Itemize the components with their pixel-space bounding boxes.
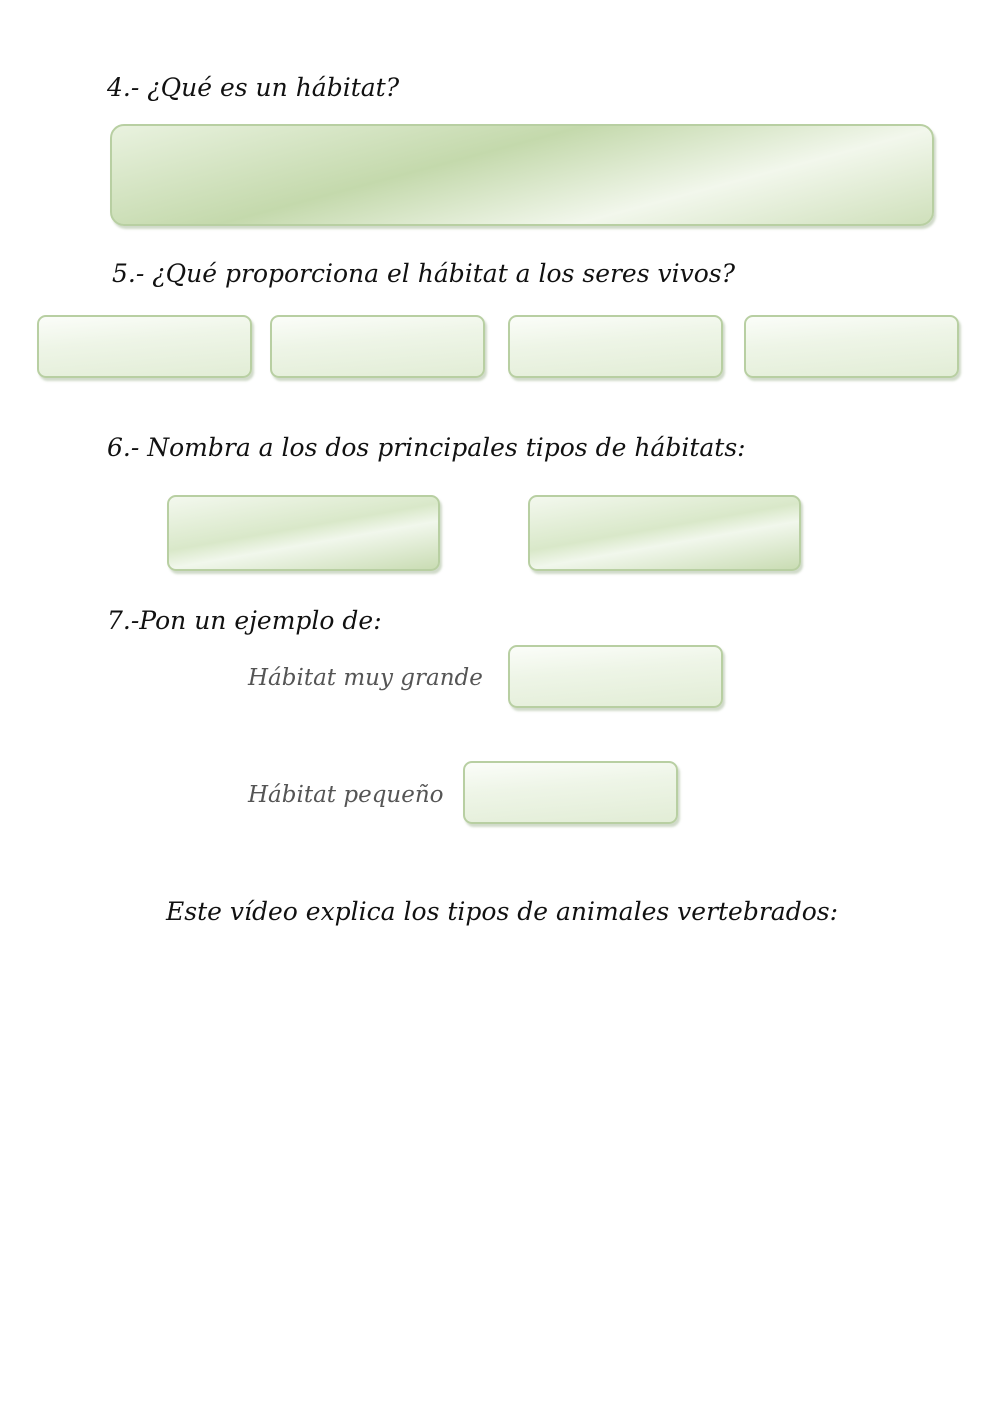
question-6-answer-field-1[interactable] xyxy=(167,495,440,571)
question-7-answer-field-small-habitat[interactable] xyxy=(463,761,678,824)
video-caption: Este vídeo explica los tipos de animales vertebrados: xyxy=(166,897,839,926)
question-5-answer-field-2[interactable] xyxy=(270,315,485,378)
question-6-answer-field-2[interactable] xyxy=(528,495,801,571)
question-7-answer-field-large-habitat[interactable] xyxy=(508,645,723,708)
question-7-label-large-habitat: Hábitat muy grande xyxy=(248,665,483,691)
question-5-answer-field-3[interactable] xyxy=(508,315,723,378)
question-4-answer-field[interactable] xyxy=(110,124,934,226)
question-5-answer-field-4[interactable] xyxy=(744,315,959,378)
question-5-title: 5.- ¿Qué proporciona el hábitat a los seres vivos? xyxy=(112,259,736,288)
question-5-answer-field-1[interactable] xyxy=(37,315,252,378)
question-4-title: 4.- ¿Qué es un hábitat? xyxy=(107,73,400,102)
question-7-label-small-habitat: Hábitat pequeño xyxy=(248,782,444,808)
question-6-title: 6.- Nombra a los dos principales tipos de hábitats: xyxy=(107,433,746,462)
question-7-title: 7.-Pon un ejemplo de: xyxy=(107,606,382,635)
